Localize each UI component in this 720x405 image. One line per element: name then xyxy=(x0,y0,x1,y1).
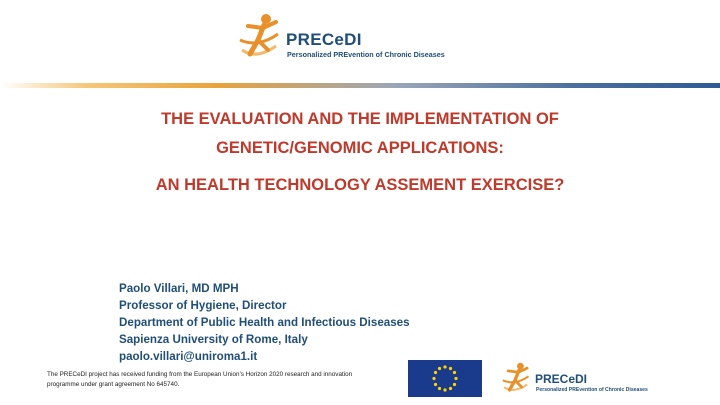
funding-line-2: programme under grant agreement No 645740. xyxy=(47,381,180,388)
funding-notice xyxy=(47,370,397,390)
logo-tagline: Personalized PREvention of Chronic Diseases xyxy=(536,387,648,393)
title-line-1: THE EVALUATION AND THE IMPLEMENTATION OF xyxy=(161,110,559,128)
author-department: Department of Public Health and Infectious Diseases xyxy=(119,316,410,329)
author-position: Professor of Hygiene, Director xyxy=(119,299,287,312)
logo-name: PRECeDI xyxy=(286,30,362,49)
precedi-logo-top xyxy=(236,10,476,66)
author-email: paolo.villari@uniroma1.it xyxy=(119,350,258,363)
author-university: Sapienza University of Rome, Italy xyxy=(119,333,308,346)
precedi-logo-bottom xyxy=(500,360,670,400)
logo-name: PRECeDI xyxy=(535,372,588,386)
running-figure-icon xyxy=(236,10,286,66)
running-figure-icon xyxy=(500,360,534,398)
header-divider-band xyxy=(0,83,720,88)
logo-tagline: Personalized PREvention of Chronic Diseases xyxy=(287,50,445,59)
author-block xyxy=(119,280,410,365)
funding-line-1: The PRECeDI project has received funding from the European Union’s Horizon 2020 research and innovation xyxy=(47,371,353,378)
title-line-2: GENETIC/GENOMIC APPLICATIONS: xyxy=(216,139,504,157)
eu-flag-icon xyxy=(408,360,482,397)
author-name: Paolo Villari, MD MPH xyxy=(119,282,239,295)
title-line-3: AN HEALTH TECHNOLOGY ASSEMENT EXERCISE? xyxy=(155,176,565,194)
